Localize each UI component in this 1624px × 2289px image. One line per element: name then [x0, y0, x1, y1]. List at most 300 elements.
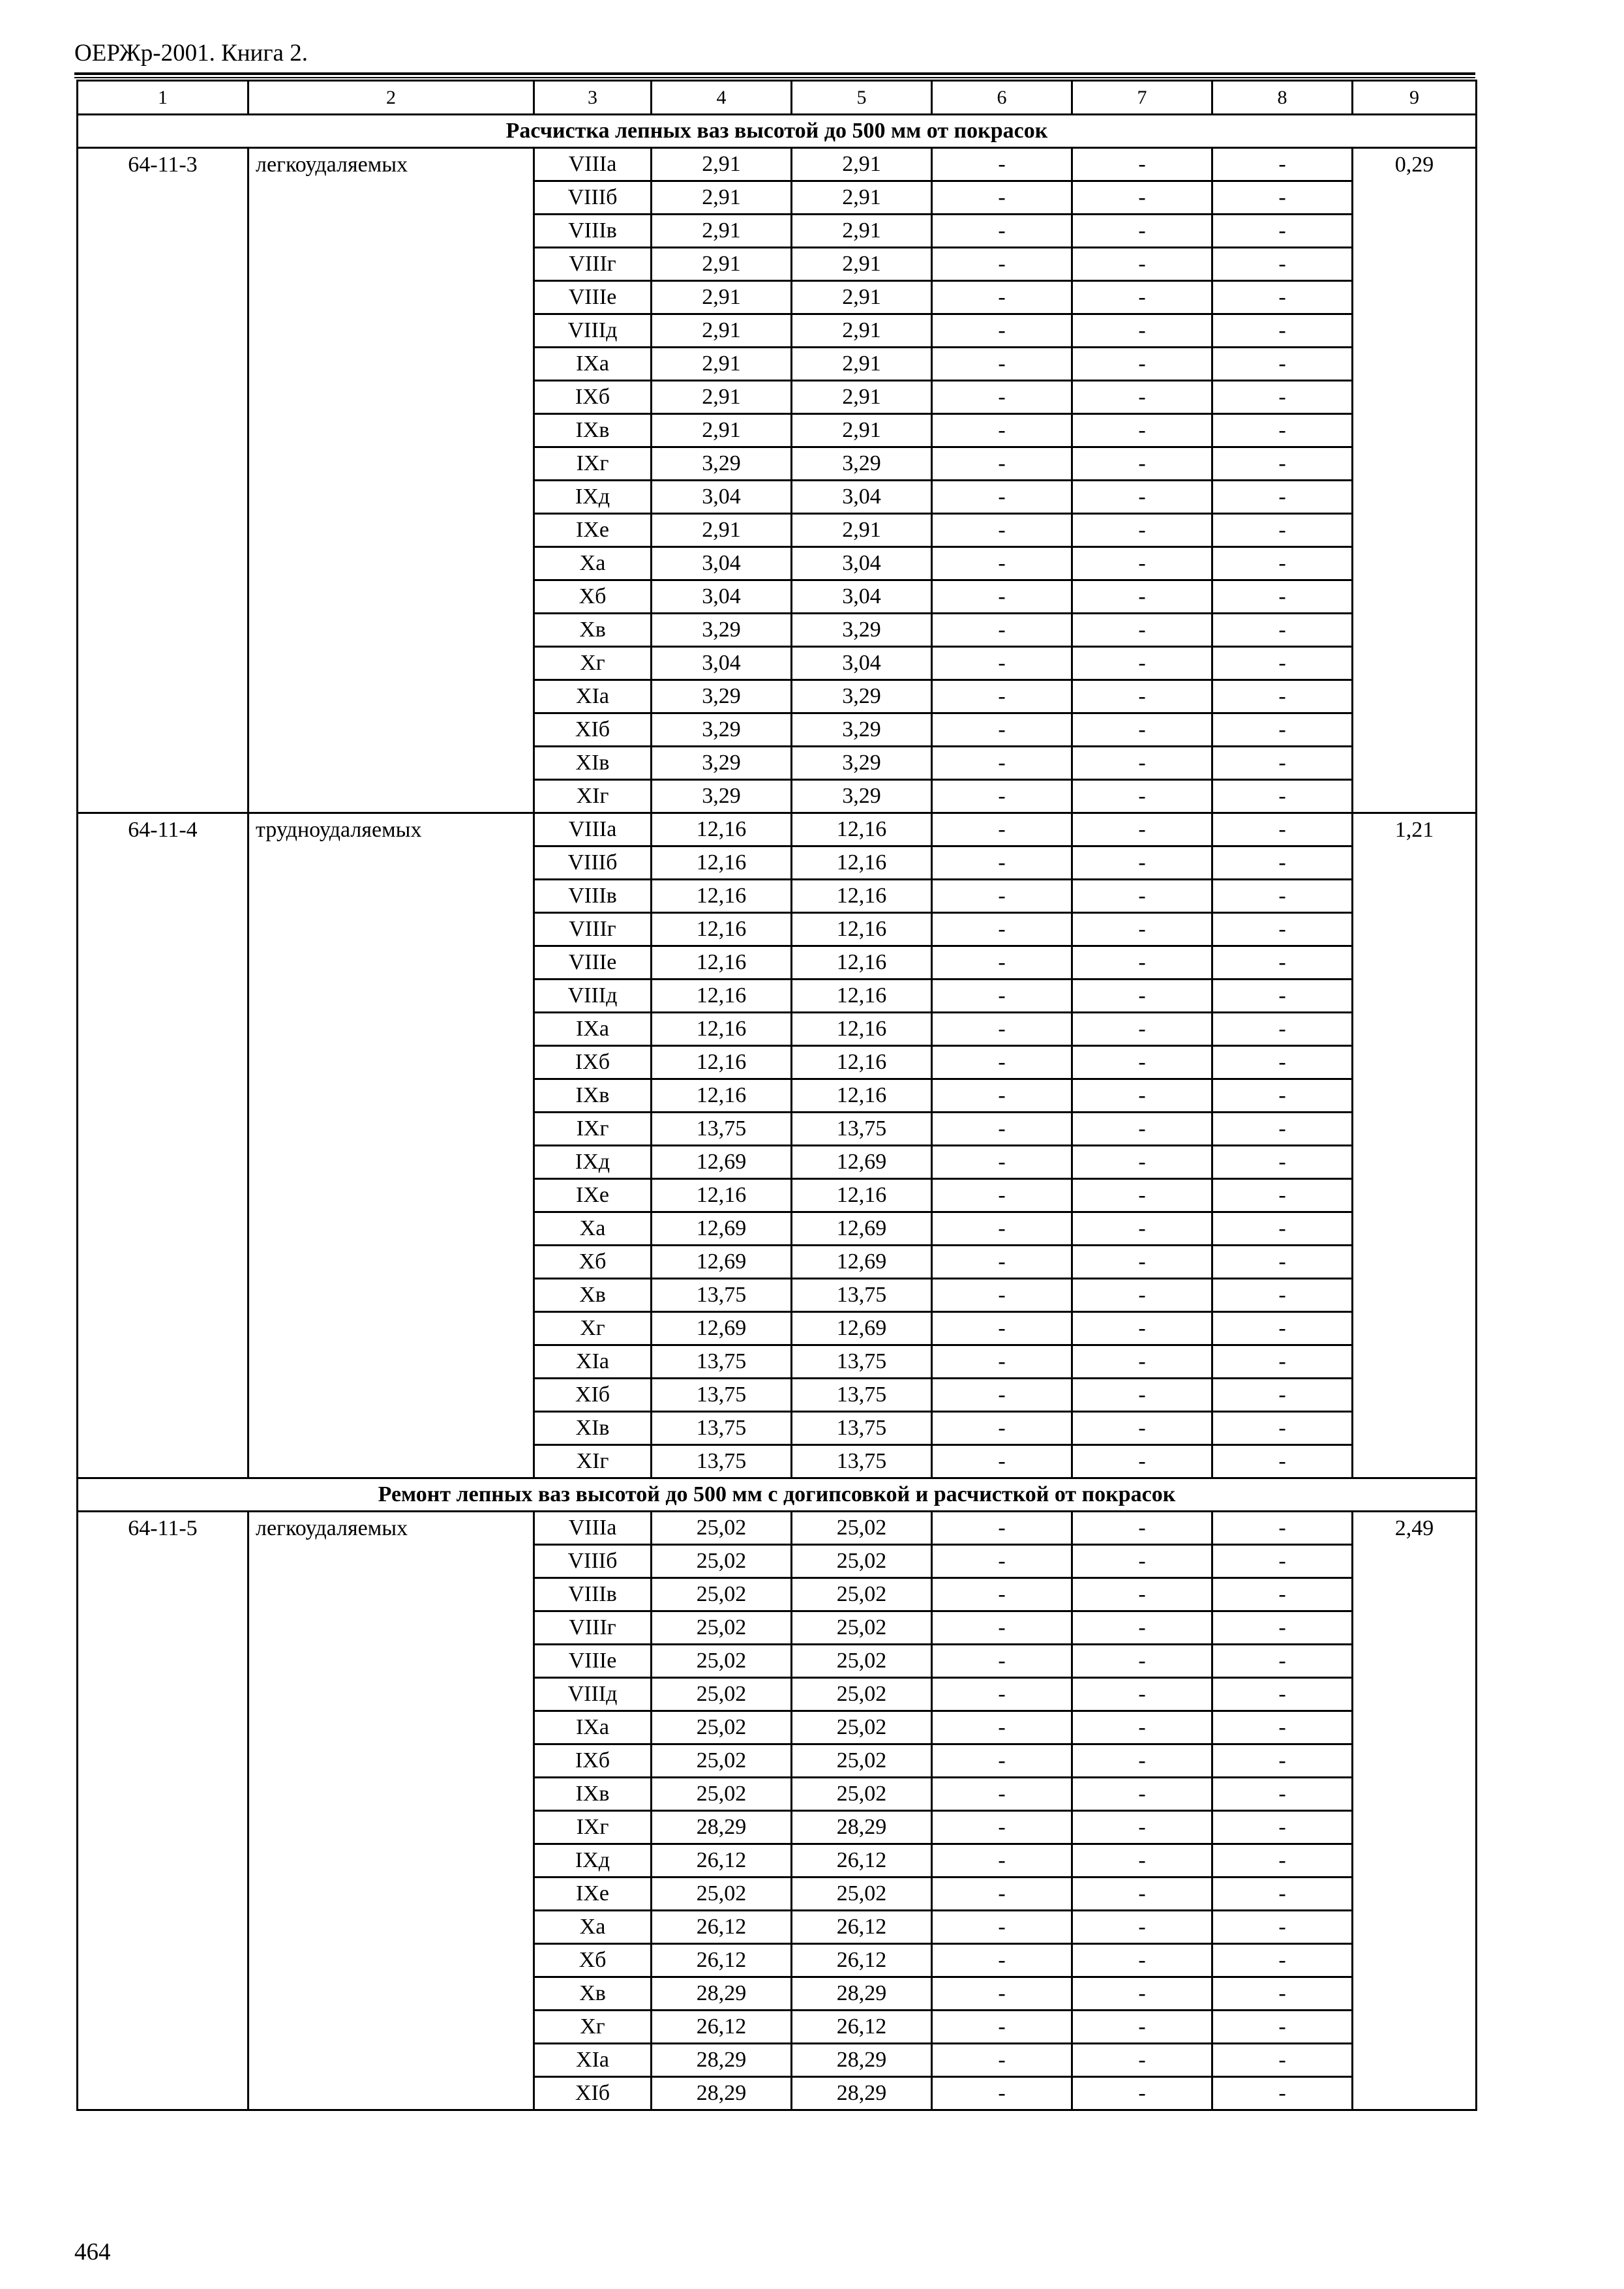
category-cell: VIIIе	[534, 1645, 652, 1678]
value-col8: -	[1212, 248, 1353, 281]
value-col4: 13,75	[652, 1279, 792, 1312]
category-cell: IXа	[534, 1013, 652, 1046]
value-col8: -	[1212, 846, 1353, 880]
category-cell: VIIIв	[534, 1578, 652, 1611]
value-col6: -	[932, 314, 1072, 348]
value-col6: -	[932, 148, 1072, 181]
value-col8: -	[1212, 381, 1353, 414]
value-col4: 13,75	[652, 1113, 792, 1146]
value-col6: -	[932, 1412, 1072, 1445]
value-col5: 2,91	[792, 381, 932, 414]
value-col6: -	[932, 547, 1072, 580]
value-col7: -	[1072, 1445, 1212, 1478]
value-col6: -	[932, 1977, 1072, 2011]
value-col7: -	[1072, 1711, 1212, 1744]
value-col6: -	[932, 614, 1072, 647]
value-col7: -	[1072, 2044, 1212, 2077]
value-col4: 2,91	[652, 348, 792, 381]
value-col6: -	[932, 1046, 1072, 1079]
column-number: 3	[534, 81, 652, 115]
norm-code: 64-11-5	[78, 1512, 248, 2110]
category-cell: Xа	[534, 547, 652, 580]
value-col5: 3,29	[792, 780, 932, 813]
value-col5: 12,69	[792, 1212, 932, 1246]
value-col8: -	[1212, 1778, 1353, 1811]
value-col5: 2,91	[792, 148, 932, 181]
value-col5: 3,04	[792, 547, 932, 580]
value-col8: -	[1212, 880, 1353, 913]
value-col5: 12,69	[792, 1246, 932, 1279]
category-cell: VIIIд	[534, 980, 652, 1013]
category-cell: IXд	[534, 1146, 652, 1179]
column-number: 6	[932, 81, 1072, 115]
value-col4: 25,02	[652, 1611, 792, 1645]
value-col4: 12,69	[652, 1246, 792, 1279]
category-cell: VIIIд	[534, 1678, 652, 1711]
value-col4: 12,69	[652, 1212, 792, 1246]
value-col8: -	[1212, 547, 1353, 580]
value-col7: -	[1072, 1212, 1212, 1246]
value-col5: 13,75	[792, 1445, 932, 1478]
value-col8: -	[1212, 1013, 1353, 1046]
category-cell: IXе	[534, 1878, 652, 1911]
category-cell: Xг	[534, 1312, 652, 1345]
category-cell: XIб	[534, 1379, 652, 1412]
value-col7: -	[1072, 314, 1212, 348]
header-rule-thick	[74, 72, 1475, 75]
value-col5: 2,91	[792, 348, 932, 381]
value-col6: -	[932, 2011, 1072, 2044]
value-col6: -	[932, 1811, 1072, 1844]
value-col5: 12,16	[792, 946, 932, 980]
value-col4: 12,16	[652, 980, 792, 1013]
value-col8: -	[1212, 747, 1353, 780]
value-col4: 2,91	[652, 381, 792, 414]
value-col4: 25,02	[652, 1778, 792, 1811]
value-col6: -	[932, 1678, 1072, 1711]
value-col5: 2,91	[792, 181, 932, 215]
value-col8: -	[1212, 314, 1353, 348]
value-col7: -	[1072, 880, 1212, 913]
value-col6: -	[932, 1279, 1072, 1312]
value-col8: -	[1212, 1911, 1353, 1944]
value-col6: -	[932, 880, 1072, 913]
value-col7: -	[1072, 1611, 1212, 1645]
value-col7: -	[1072, 547, 1212, 580]
value-col5: 2,91	[792, 281, 932, 314]
value-col4: 3,04	[652, 481, 792, 514]
value-col6: -	[932, 215, 1072, 248]
value-col7: -	[1072, 1744, 1212, 1778]
value-col8: -	[1212, 1844, 1353, 1878]
category-cell: IXд	[534, 481, 652, 514]
value-col7: -	[1072, 348, 1212, 381]
category-cell: VIIIа	[534, 1512, 652, 1545]
category-cell: IXб	[534, 381, 652, 414]
value-col4: 12,16	[652, 813, 792, 846]
value-col6: -	[932, 846, 1072, 880]
value-col7: -	[1072, 913, 1212, 946]
category-cell: IXе	[534, 1179, 652, 1212]
value-col7: -	[1072, 248, 1212, 281]
value-col8: -	[1212, 1246, 1353, 1279]
table-row	[78, 148, 1477, 181]
value-col5: 3,04	[792, 647, 932, 680]
value-col5: 25,02	[792, 1711, 932, 1744]
value-col6: -	[932, 447, 1072, 481]
value-col5: 12,16	[792, 1013, 932, 1046]
value-col4: 2,91	[652, 314, 792, 348]
value-col6: -	[932, 1312, 1072, 1345]
category-cell: Xб	[534, 1246, 652, 1279]
value-col8: -	[1212, 1744, 1353, 1778]
value-col7: -	[1072, 1778, 1212, 1811]
value-col6: -	[932, 1944, 1072, 1977]
value-col5: 25,02	[792, 1645, 932, 1678]
norm-description: легкоудаляемых	[248, 1512, 534, 2110]
category-cell: Xв	[534, 1279, 652, 1312]
value-col4: 12,69	[652, 1146, 792, 1179]
category-cell: XIа	[534, 2044, 652, 2077]
category-cell: XIг	[534, 780, 652, 813]
value-col6: -	[932, 2077, 1072, 2110]
category-cell: XIб	[534, 2077, 652, 2110]
value-col6: -	[932, 1079, 1072, 1113]
value-col6: -	[932, 1778, 1072, 1811]
category-cell: IXб	[534, 1046, 652, 1079]
value-col6: -	[932, 1013, 1072, 1046]
category-cell: IXв	[534, 1778, 652, 1811]
value-col4: 28,29	[652, 1977, 792, 2011]
value-col4: 2,91	[652, 215, 792, 248]
category-cell: IXв	[534, 414, 652, 447]
value-col7: -	[1072, 1645, 1212, 1678]
value-col5: 12,69	[792, 1146, 932, 1179]
value-col8: -	[1212, 1046, 1353, 1079]
value-col7: -	[1072, 1113, 1212, 1146]
value-col4: 3,29	[652, 614, 792, 647]
category-cell: VIIIб	[534, 181, 652, 215]
value-col5: 2,91	[792, 414, 932, 447]
value-col5: 3,29	[792, 614, 932, 647]
norms-table	[76, 80, 1477, 2111]
value-col8: -	[1212, 1379, 1353, 1412]
category-cell: Xа	[534, 1212, 652, 1246]
category-cell: VIIIб	[534, 846, 652, 880]
value-col7: -	[1072, 1013, 1212, 1046]
table-row	[78, 1512, 1477, 1545]
value-col5: 28,29	[792, 1977, 932, 2011]
value-col5: 28,29	[792, 2077, 932, 2110]
value-col5: 25,02	[792, 1578, 932, 1611]
value-col8: -	[1212, 2044, 1353, 2077]
category-cell: Xа	[534, 1911, 652, 1944]
value-col5: 26,12	[792, 1844, 932, 1878]
value-col4: 3,29	[652, 747, 792, 780]
value-col7: -	[1072, 1246, 1212, 1279]
value-col8: -	[1212, 1811, 1353, 1844]
value-col8: -	[1212, 1212, 1353, 1246]
value-col7: -	[1072, 1944, 1212, 1977]
value-col4: 25,02	[652, 1678, 792, 1711]
page-number: 464	[74, 2239, 111, 2266]
value-col8: -	[1212, 447, 1353, 481]
value-col8: -	[1212, 2011, 1353, 2044]
value-col6: -	[932, 381, 1072, 414]
section-title: Ремонт лепных ваз высотой до 500 мм с догипсовкой и расчисткой от покрасок	[78, 1478, 1477, 1512]
value-col8: -	[1212, 713, 1353, 747]
value-col5: 25,02	[792, 1611, 932, 1645]
value-col4: 25,02	[652, 1512, 792, 1545]
value-col5: 2,91	[792, 248, 932, 281]
value-col4: 25,02	[652, 1711, 792, 1744]
value-col9: 2,49	[1353, 1512, 1477, 2110]
column-number-row	[78, 81, 1477, 115]
value-col6: -	[932, 281, 1072, 314]
value-col4: 26,12	[652, 2011, 792, 2044]
value-col5: 12,16	[792, 980, 932, 1013]
value-col6: -	[932, 248, 1072, 281]
value-col4: 13,75	[652, 1445, 792, 1478]
value-col7: -	[1072, 447, 1212, 481]
value-col4: 3,29	[652, 713, 792, 747]
value-col7: -	[1072, 1379, 1212, 1412]
value-col8: -	[1212, 1113, 1353, 1146]
value-col8: -	[1212, 215, 1353, 248]
category-cell: Xб	[534, 1944, 652, 1977]
value-col4: 25,02	[652, 1545, 792, 1578]
value-col6: -	[932, 647, 1072, 680]
column-number: 5	[792, 81, 932, 115]
value-col4: 12,16	[652, 1179, 792, 1212]
value-col5: 3,29	[792, 747, 932, 780]
value-col7: -	[1072, 713, 1212, 747]
category-cell: XIб	[534, 713, 652, 747]
value-col5: 3,04	[792, 481, 932, 514]
value-col5: 28,29	[792, 2044, 932, 2077]
column-number: 8	[1212, 81, 1353, 115]
category-cell: VIIIг	[534, 248, 652, 281]
category-cell: XIв	[534, 1412, 652, 1445]
value-col8: -	[1212, 1445, 1353, 1478]
value-col8: -	[1212, 1944, 1353, 1977]
norm-description: трудноудаляемых	[248, 813, 534, 1478]
value-col7: -	[1072, 1412, 1212, 1445]
value-col5: 13,75	[792, 1379, 932, 1412]
value-col6: -	[932, 1445, 1072, 1478]
value-col7: -	[1072, 1878, 1212, 1911]
value-col4: 26,12	[652, 1844, 792, 1878]
value-col6: -	[932, 1645, 1072, 1678]
value-col6: -	[932, 1146, 1072, 1179]
value-col4: 2,91	[652, 281, 792, 314]
value-col8: -	[1212, 181, 1353, 215]
value-col8: -	[1212, 148, 1353, 181]
section-header-row	[78, 1478, 1477, 1512]
value-col6: -	[932, 1179, 1072, 1212]
value-col7: -	[1072, 148, 1212, 181]
category-cell: Xб	[534, 580, 652, 614]
value-col6: -	[932, 813, 1072, 846]
value-col6: -	[932, 747, 1072, 780]
section-header-row	[78, 115, 1477, 148]
category-cell: VIIIв	[534, 215, 652, 248]
value-col7: -	[1072, 813, 1212, 846]
column-number: 7	[1072, 81, 1212, 115]
category-cell: VIIIб	[534, 1545, 652, 1578]
column-number: 9	[1353, 81, 1477, 115]
value-col6: -	[932, 348, 1072, 381]
value-col6: -	[932, 1379, 1072, 1412]
value-col4: 28,29	[652, 2044, 792, 2077]
value-col6: -	[932, 1212, 1072, 1246]
value-col7: -	[1072, 414, 1212, 447]
category-cell: IXа	[534, 348, 652, 381]
value-col4: 2,91	[652, 148, 792, 181]
value-col5: 13,75	[792, 1113, 932, 1146]
value-col8: -	[1212, 1312, 1353, 1345]
category-cell: VIIIв	[534, 880, 652, 913]
value-col8: -	[1212, 514, 1353, 547]
value-col8: -	[1212, 1711, 1353, 1744]
value-col8: -	[1212, 980, 1353, 1013]
value-col5: 25,02	[792, 1744, 932, 1778]
document-title: ОЕРЖр-2001. Книга 2.	[74, 40, 308, 67]
value-col4: 25,02	[652, 1578, 792, 1611]
value-col7: -	[1072, 1844, 1212, 1878]
value-col8: -	[1212, 1412, 1353, 1445]
value-col8: -	[1212, 1578, 1353, 1611]
value-col5: 12,16	[792, 1079, 932, 1113]
value-col8: -	[1212, 813, 1353, 846]
value-col7: -	[1072, 514, 1212, 547]
value-col5: 12,16	[792, 1046, 932, 1079]
value-col4: 12,16	[652, 1013, 792, 1046]
category-cell: IXг	[534, 1811, 652, 1844]
category-cell: IXб	[534, 1744, 652, 1778]
value-col5: 2,91	[792, 514, 932, 547]
category-cell: Xв	[534, 1977, 652, 2011]
value-col8: -	[1212, 1878, 1353, 1911]
value-col5: 12,16	[792, 846, 932, 880]
value-col8: -	[1212, 780, 1353, 813]
value-col6: -	[932, 1512, 1072, 1545]
column-number: 4	[652, 81, 792, 115]
value-col7: -	[1072, 1146, 1212, 1179]
value-col4: 3,29	[652, 680, 792, 713]
value-col8: -	[1212, 614, 1353, 647]
value-col4: 12,16	[652, 913, 792, 946]
category-cell: IXг	[534, 1113, 652, 1146]
value-col6: -	[932, 1711, 1072, 1744]
value-col4: 3,29	[652, 447, 792, 481]
value-col6: -	[932, 481, 1072, 514]
value-col5: 25,02	[792, 1878, 932, 1911]
value-col5: 25,02	[792, 1512, 932, 1545]
value-col7: -	[1072, 946, 1212, 980]
value-col8: -	[1212, 1279, 1353, 1312]
value-col6: -	[932, 980, 1072, 1013]
value-col6: -	[932, 1113, 1072, 1146]
value-col6: -	[932, 1246, 1072, 1279]
category-cell: XIа	[534, 680, 652, 713]
value-col8: -	[1212, 680, 1353, 713]
value-col5: 12,16	[792, 880, 932, 913]
header-rule-thin	[74, 77, 1475, 78]
category-cell: VIIIг	[534, 1611, 652, 1645]
category-cell: IXв	[534, 1079, 652, 1113]
value-col5: 3,29	[792, 680, 932, 713]
value-col8: -	[1212, 647, 1353, 680]
value-col4: 12,16	[652, 846, 792, 880]
value-col5: 26,12	[792, 2011, 932, 2044]
value-col5: 2,91	[792, 314, 932, 348]
category-cell: VIIIг	[534, 913, 652, 946]
value-col8: -	[1212, 1545, 1353, 1578]
value-col6: -	[932, 414, 1072, 447]
value-col9: 1,21	[1353, 813, 1477, 1478]
value-col5: 13,75	[792, 1279, 932, 1312]
value-col8: -	[1212, 1512, 1353, 1545]
value-col5: 3,04	[792, 580, 932, 614]
value-col8: -	[1212, 946, 1353, 980]
value-col8: -	[1212, 1146, 1353, 1179]
value-col7: -	[1072, 680, 1212, 713]
table-row	[78, 813, 1477, 846]
value-col6: -	[932, 1911, 1072, 1944]
value-col5: 12,69	[792, 1312, 932, 1345]
value-col4: 28,29	[652, 2077, 792, 2110]
column-number: 2	[248, 81, 534, 115]
norm-code: 64-11-3	[78, 148, 248, 813]
value-col8: -	[1212, 414, 1353, 447]
value-col7: -	[1072, 1977, 1212, 2011]
category-cell: XIв	[534, 747, 652, 780]
value-col7: -	[1072, 1046, 1212, 1079]
value-col8: -	[1212, 1645, 1353, 1678]
value-col5: 13,75	[792, 1412, 932, 1445]
value-col8: -	[1212, 481, 1353, 514]
value-col5: 13,75	[792, 1345, 932, 1379]
value-col6: -	[932, 1345, 1072, 1379]
category-cell: XIа	[534, 1345, 652, 1379]
category-cell: IXд	[534, 1844, 652, 1878]
value-col4: 12,16	[652, 1079, 792, 1113]
category-cell: VIIIа	[534, 813, 652, 846]
value-col7: -	[1072, 1079, 1212, 1113]
category-cell: Xг	[534, 647, 652, 680]
value-col4: 13,75	[652, 1345, 792, 1379]
value-col4: 3,04	[652, 580, 792, 614]
value-col4: 12,16	[652, 880, 792, 913]
value-col9: 0,29	[1353, 148, 1477, 813]
value-col6: -	[932, 680, 1072, 713]
value-col5: 25,02	[792, 1545, 932, 1578]
value-col4: 25,02	[652, 1878, 792, 1911]
value-col8: -	[1212, 281, 1353, 314]
value-col4: 12,16	[652, 946, 792, 980]
value-col5: 28,29	[792, 1811, 932, 1844]
value-col5: 3,29	[792, 447, 932, 481]
value-col7: -	[1072, 747, 1212, 780]
value-col4: 26,12	[652, 1911, 792, 1944]
value-col4: 13,75	[652, 1379, 792, 1412]
value-col6: -	[932, 913, 1072, 946]
value-col8: -	[1212, 1179, 1353, 1212]
value-col6: -	[932, 181, 1072, 215]
value-col6: -	[932, 1578, 1072, 1611]
value-col6: -	[932, 1545, 1072, 1578]
